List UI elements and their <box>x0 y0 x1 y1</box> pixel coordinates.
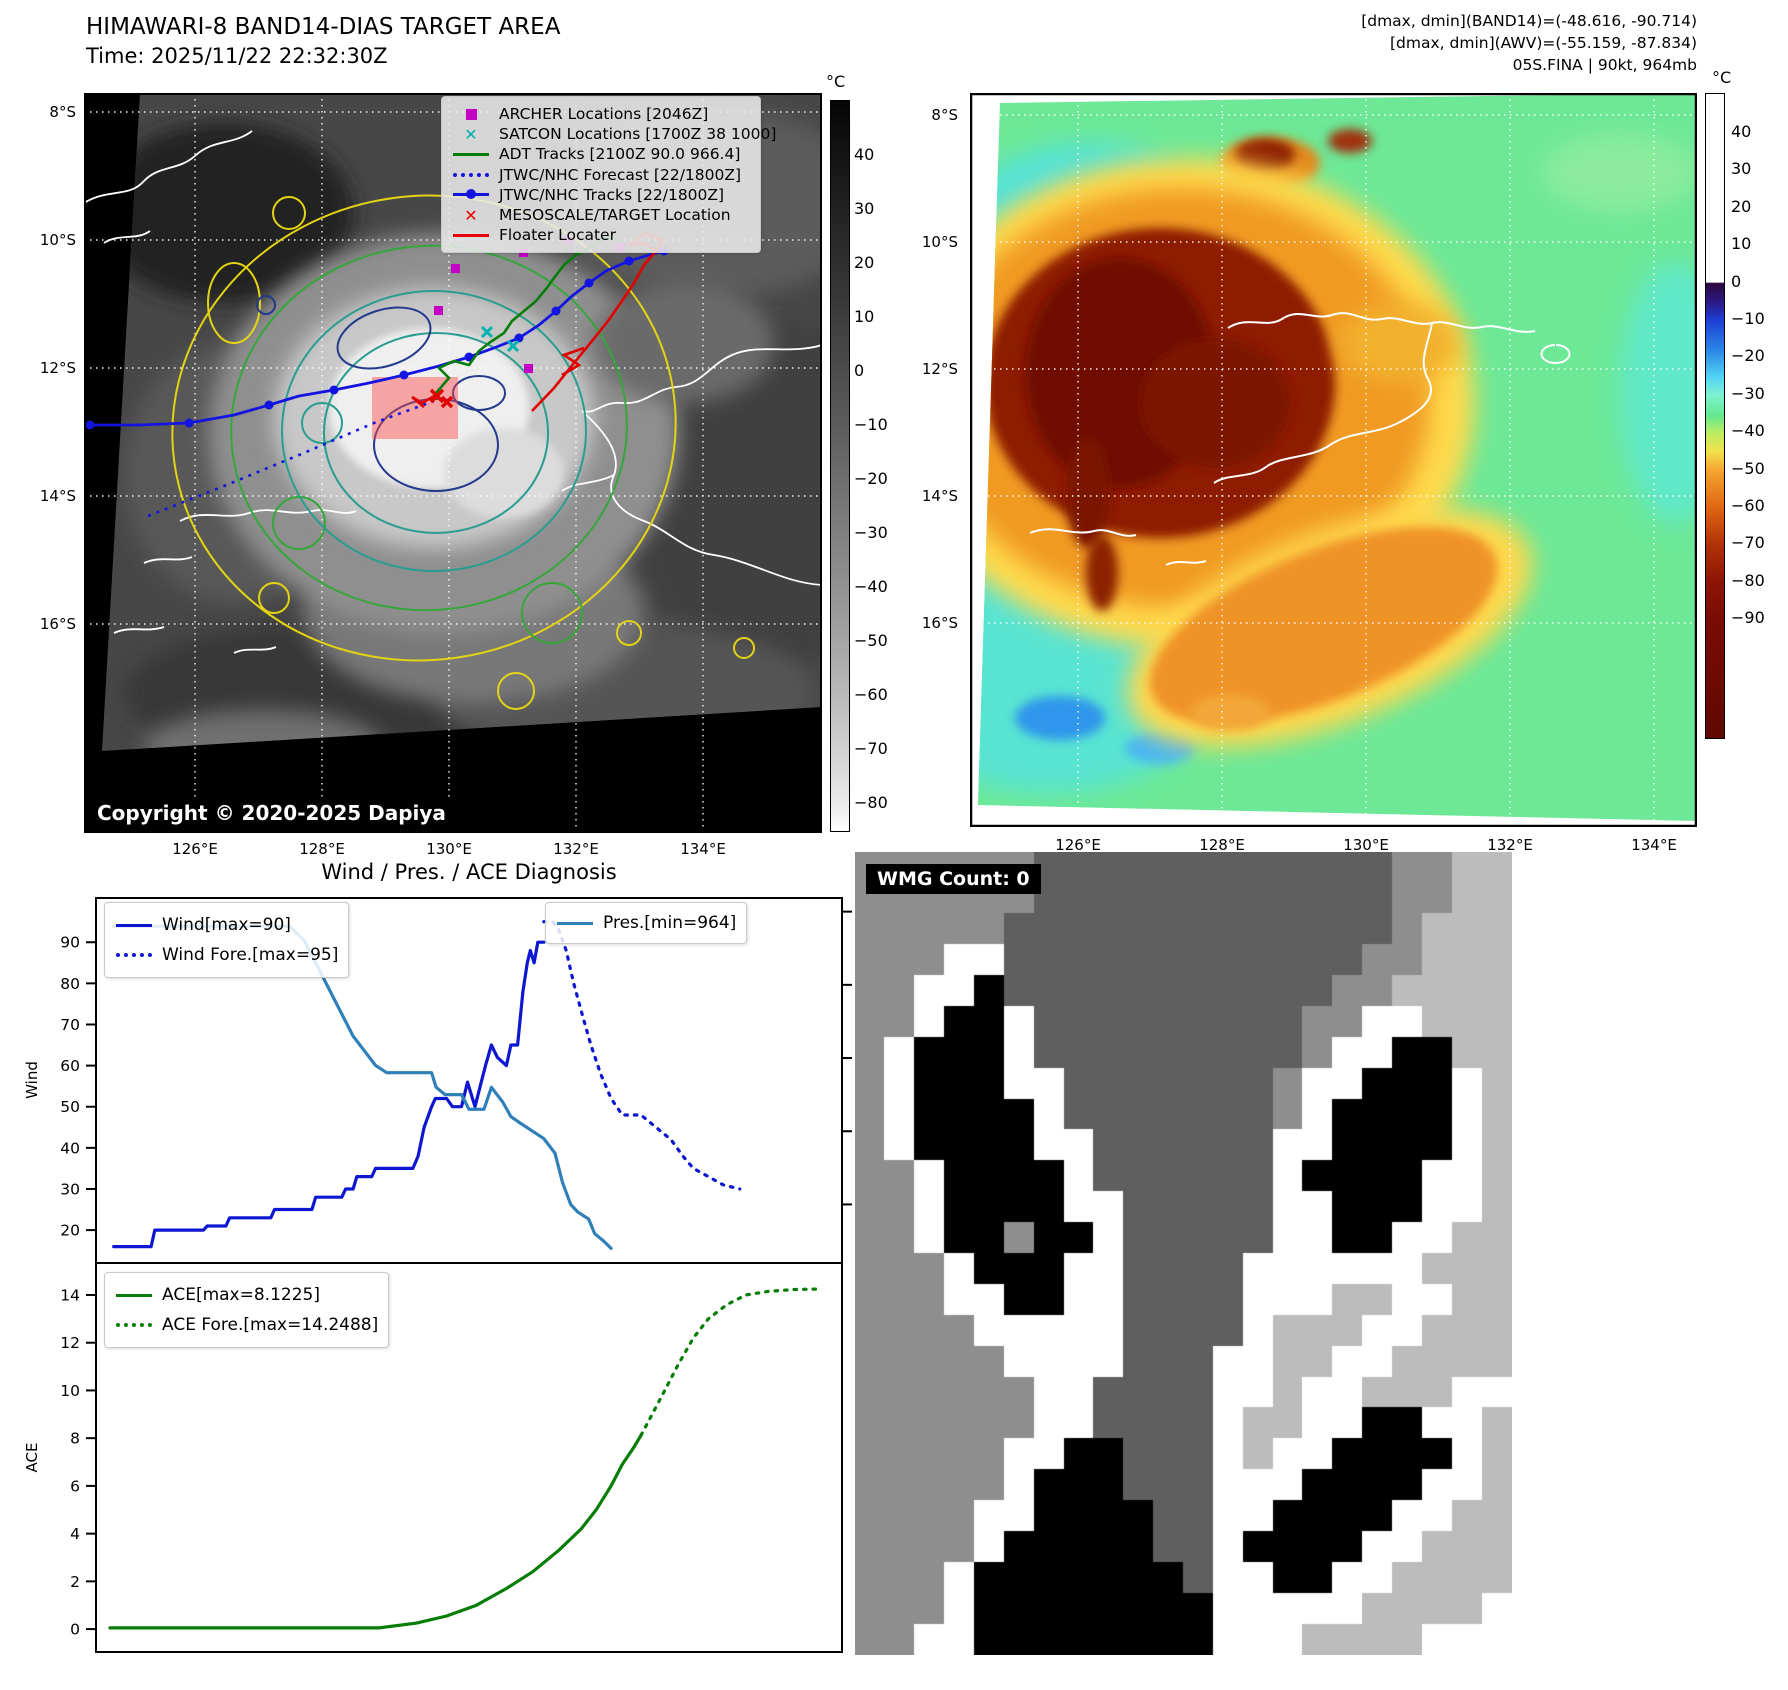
legend-entry-label: MESOSCALE/TARGET Location <box>499 206 731 225</box>
right-map-lon-tick: 130°E <box>1343 836 1389 854</box>
wmg-classification-image <box>855 852 1512 1655</box>
legend-entry-label: Floater Locater <box>499 226 616 245</box>
left-map-lon-tick: 132°E <box>553 840 599 858</box>
right-map-lon-tick: 126°E <box>1055 836 1101 854</box>
line-marker-icon <box>452 234 490 237</box>
left-colorbar-tick: 10 <box>854 307 875 326</box>
legend-entry <box>452 144 750 164</box>
y-tick-label: 20 <box>60 1221 80 1240</box>
legend-entry <box>115 940 338 970</box>
diagnosis-section-title: Wind / Pres. / ACE Diagnosis <box>321 860 617 884</box>
color-ir-imagery <box>970 93 1697 827</box>
left-colorbar-tick: −80 <box>854 793 888 812</box>
right-map-lat-tick: 10°S <box>921 233 958 251</box>
series-ACE Fore.[max=14.2488] <box>641 1289 821 1435</box>
y-tick-label: 2 <box>70 1572 80 1591</box>
right-colorbar-tick: 0 <box>1731 271 1742 291</box>
right-colorbar-tick: −50 <box>1731 458 1765 478</box>
y-tick-label: 14 <box>60 1286 80 1305</box>
series-Wind Fore.[max=95] <box>544 922 740 1189</box>
left-map-lat-tick: 16°S <box>39 615 76 633</box>
dotted-line-marker-icon <box>452 173 490 177</box>
legend-entry <box>452 185 750 205</box>
dotted-line-marker-icon <box>115 953 153 957</box>
left-colorbar-tick: −50 <box>854 631 888 650</box>
y-tick-label: 0 <box>70 1620 80 1639</box>
right-colorbar-tick: −60 <box>1731 496 1765 515</box>
page-title: HIMAWARI-8 BAND14-DIAS TARGET AREA <box>86 14 561 40</box>
left-colorbar-tick: −40 <box>854 577 888 596</box>
left-colorbar-tick: −20 <box>854 469 888 488</box>
line-marker-icon <box>115 924 153 927</box>
y-tick-label: 8 <box>70 1429 80 1448</box>
dmax-dmin-awv: [dmax, dmin](AWV)=(-55.159, -87.834) <box>1390 34 1697 52</box>
right-map-lon-tick: 132°E <box>1487 836 1533 854</box>
storm-id-intensity: 05S.FINA | 90kt, 964mb <box>1512 56 1697 74</box>
legend-entry-label: Wind[max=90] <box>162 915 291 935</box>
right-map-lon-tick: 128°E <box>1199 836 1245 854</box>
legend-entry <box>115 910 338 940</box>
legend-entry <box>452 124 777 144</box>
left-map-lon-tick: 130°E <box>426 840 472 858</box>
right-colorbar-tick: 10 <box>1731 234 1752 254</box>
legend-entry <box>452 225 750 245</box>
legend-entry <box>452 104 750 124</box>
line-marker-icon <box>115 1294 153 1297</box>
left-colorbar-unit: °C <box>826 72 846 91</box>
left-map-lon-tick: 126°E <box>172 840 218 858</box>
right-colorbar-tick: 30 <box>1731 159 1752 179</box>
line-with-dot-marker-icon <box>452 193 490 196</box>
line-marker-icon <box>452 153 490 156</box>
awv-color-satellite-map <box>970 93 1697 827</box>
y-tick-label: 6 <box>70 1477 80 1496</box>
left-colorbar-tick: 20 <box>854 253 875 272</box>
x-marker-icon: ✕ <box>464 205 478 225</box>
left-map-lat-tick: 12°S <box>39 359 76 377</box>
right-map-lat-tick: 8°S <box>931 106 958 124</box>
dmax-dmin-band14: [dmax, dmin](BAND14)=(-48.616, -90.714) <box>1361 12 1697 30</box>
legend-entry <box>452 165 750 185</box>
y-tick-label: 70 <box>60 1015 80 1034</box>
ace-legend <box>104 1272 389 1348</box>
right-colorbar-tick: −20 <box>1731 346 1765 366</box>
right-colorbar-tick: −90 <box>1731 608 1765 628</box>
legend-entry <box>115 1310 378 1340</box>
legend-entry <box>115 1280 378 1310</box>
right-colorbar-tick: 20 <box>1731 196 1752 216</box>
line-marker-icon <box>556 922 594 925</box>
y-tick-label: 40 <box>60 1139 80 1158</box>
y-tick-label: 90 <box>60 933 80 952</box>
right-map-lat-tick: 14°S <box>921 487 958 505</box>
dotted-line-marker-icon <box>115 1323 153 1327</box>
y-axis-label: Wind <box>23 1061 41 1099</box>
y-tick-label: 50 <box>60 1098 80 1117</box>
left-colorbar-tick: −10 <box>854 415 888 434</box>
legend-entry-label: ARCHER Locations [2046Z] <box>499 105 709 124</box>
left-map-lat-tick: 10°S <box>39 231 76 249</box>
x-marker-icon: ✕ <box>464 124 478 144</box>
legend-entry-label: Pres.[min=964] <box>603 913 737 933</box>
left-map-lat-tick: 8°S <box>49 103 76 121</box>
left-colorbar-tick: 30 <box>854 199 875 218</box>
right-colorbar-tick: 40 <box>1731 122 1752 141</box>
right-colorbar-tick: −70 <box>1731 533 1765 553</box>
left-colorbar-tick: 40 <box>854 145 875 164</box>
square-marker-icon <box>452 109 490 120</box>
legend-entry-label: ACE Fore.[max=14.2488] <box>162 1315 379 1335</box>
left-colorbar-tick: −60 <box>854 685 888 704</box>
y-tick-label: 30 <box>60 1180 80 1199</box>
legend-entry <box>556 910 736 936</box>
right-map-lon-tick: 134°E <box>1631 836 1677 854</box>
right-colorbar-tick: −30 <box>1731 383 1765 403</box>
right-colorbar <box>1705 93 1725 739</box>
y-tick-label: 10 <box>60 1381 80 1400</box>
left-colorbar-tick: −30 <box>854 523 888 542</box>
right-panel-header <box>1000 10 1697 76</box>
wind-legend <box>104 902 349 978</box>
right-map-lat-tick: 16°S <box>921 614 958 632</box>
y-tick-label: 80 <box>60 974 80 993</box>
y-tick-label: 4 <box>70 1525 80 1544</box>
y-axis-label: ACE <box>23 1442 41 1473</box>
left-colorbar <box>830 100 850 832</box>
pres-legend <box>545 902 747 944</box>
left-map-lat-tick: 14°S <box>39 487 76 505</box>
left-colorbar-tick: 0 <box>854 361 865 380</box>
copyright-badge: Copyright © 2020-2025 Dapiya <box>86 798 457 828</box>
right-colorbar-tick: −80 <box>1731 570 1765 590</box>
series-ACE[max=8.1225] <box>110 1435 641 1628</box>
page-subtitle: Time: 2025/11/22 22:32:30Z <box>86 44 388 68</box>
legend-entry <box>452 205 750 225</box>
y-tick-label: 12 <box>60 1334 80 1353</box>
left-colorbar-tick: −70 <box>854 739 888 758</box>
legend-entry-label: Wind Fore.[max=95] <box>162 945 339 965</box>
legend-entry-label: JTWC/NHC Tracks [22/1800Z] <box>499 185 725 204</box>
legend-entry-label: ADT Tracks [2100Z 90.0 966.4] <box>499 145 741 164</box>
right-map-lat-tick: 12°S <box>921 360 958 378</box>
map-legend <box>441 96 777 253</box>
wmg-count-badge: WMG Count: 0 <box>866 864 1041 894</box>
left-map-lon-tick: 128°E <box>299 840 345 858</box>
right-colorbar-tick: −10 <box>1731 309 1765 328</box>
left-map-lon-tick: 134°E <box>680 840 726 858</box>
y-tick-label: 60 <box>60 1057 80 1076</box>
right-colorbar-tick: −40 <box>1731 421 1765 441</box>
right-colorbar-unit: °C <box>1712 68 1732 87</box>
legend-entry-label: ACE[max=8.1225] <box>162 1285 320 1305</box>
legend-entry-label: SATCON Locations [1700Z 38 1000] <box>499 125 777 144</box>
legend-entry-label: JTWC/NHC Forecast [22/1800Z] <box>499 165 742 184</box>
